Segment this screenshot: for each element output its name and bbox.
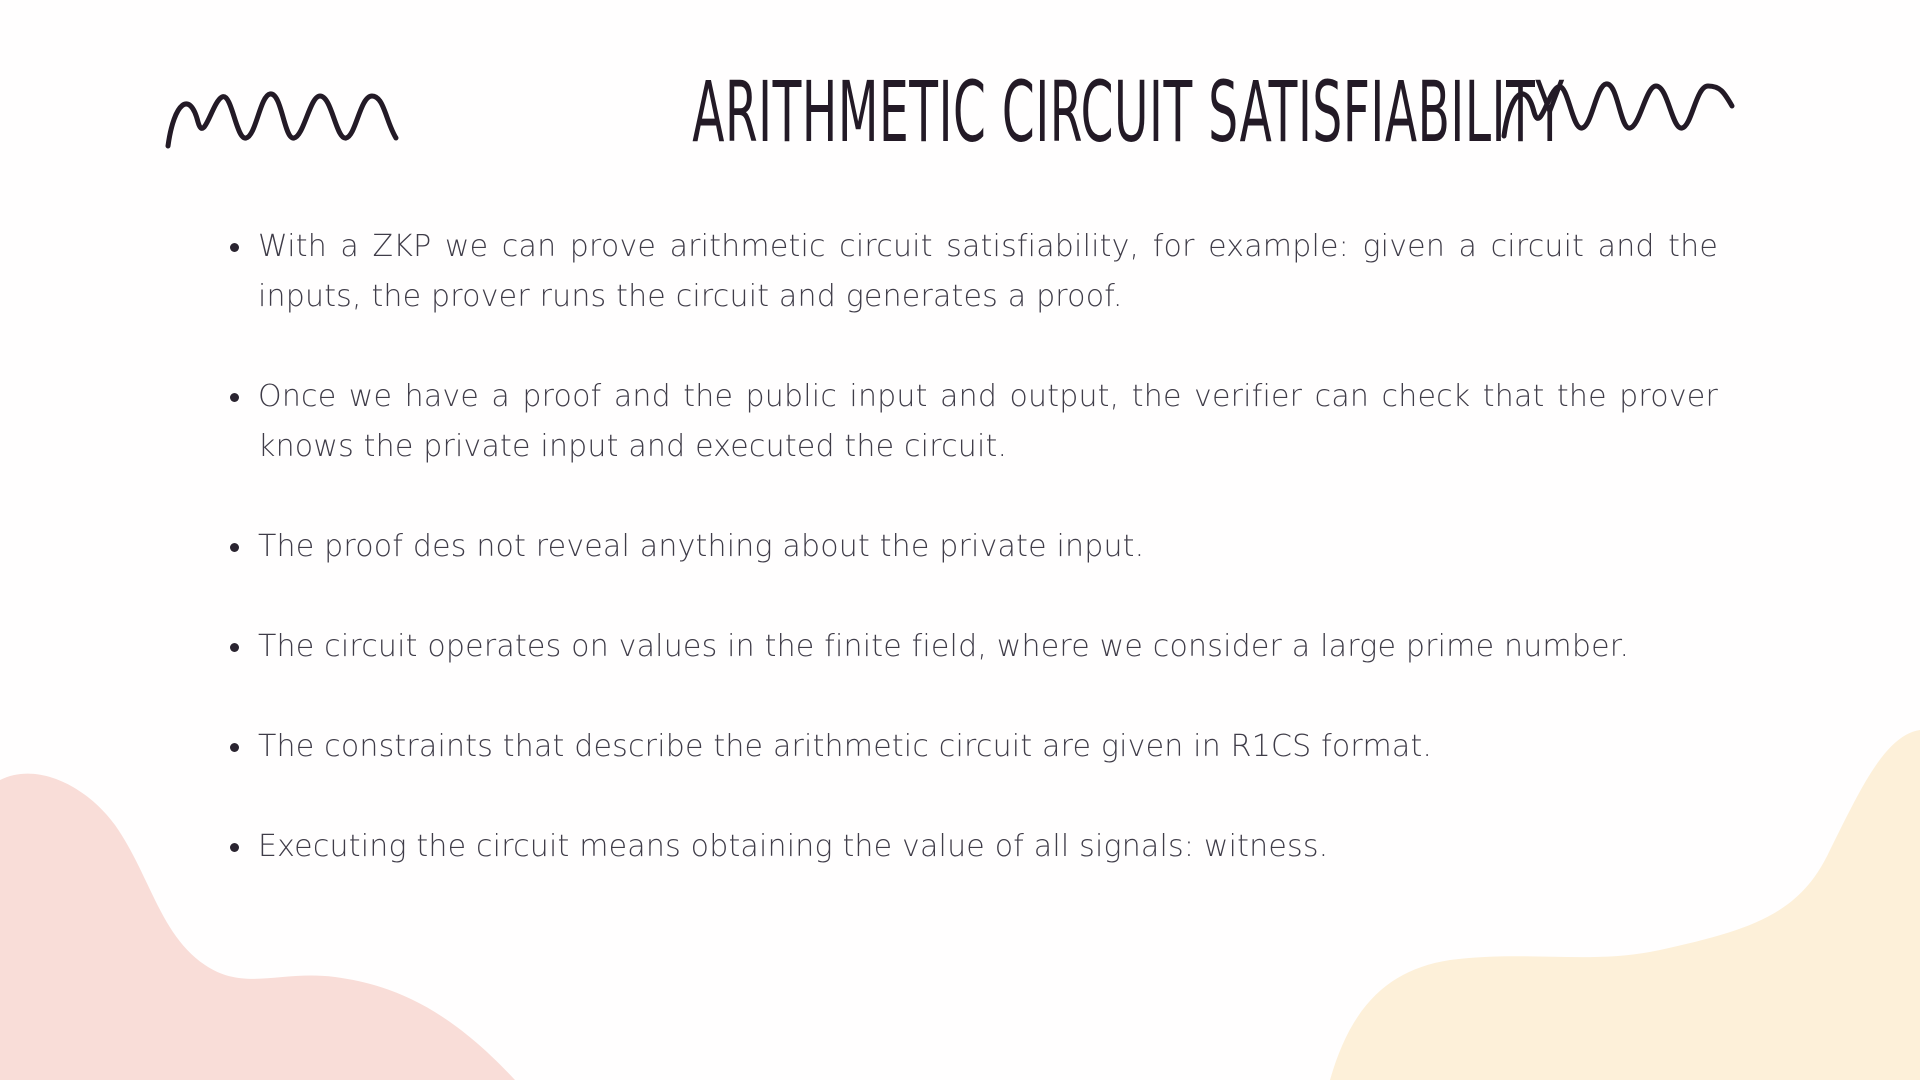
list-item — [228, 722, 1718, 772]
list-item — [228, 372, 1718, 472]
bullet-dot-icon — [230, 393, 239, 402]
bullet-text: Executing the circuit means obtaining the value of all signals: witness. — [258, 829, 1329, 864]
bullet-text: The proof des not reveal anything about the private input. — [258, 529, 1145, 564]
list-item — [228, 622, 1718, 672]
squiggle-icon — [1496, 72, 1741, 144]
slide-title: ARITHMETIC CIRCUIT SATISFIABILITY — [692, 63, 1565, 161]
bullet-text: The circuit operates on values in the finite field, where we consider a large prime number. — [258, 629, 1630, 664]
bullet-dot-icon — [230, 243, 239, 252]
squiggle-icon — [160, 82, 405, 154]
bullet-list — [228, 222, 1718, 922]
bullet-text: Once we have a proof and the public input and output, the verifier can check that the prover knows the private input and executed the circuit. — [258, 379, 1718, 464]
list-item — [228, 522, 1718, 572]
bullet-dot-icon — [230, 843, 239, 852]
bullet-dot-icon — [230, 743, 239, 752]
list-item — [228, 822, 1718, 872]
bullet-dot-icon — [230, 543, 239, 552]
bullet-text: The constraints that describe the arithmetic circuit are given in R1CS format. — [258, 729, 1433, 764]
bullet-dot-icon — [230, 643, 239, 652]
list-item — [228, 222, 1718, 322]
bullet-text: With a ZKP we can prove arithmetic circuit satisfiability, for example: given a circuit and the inputs, the prover runs the circuit and generates a proof. — [258, 229, 1718, 314]
